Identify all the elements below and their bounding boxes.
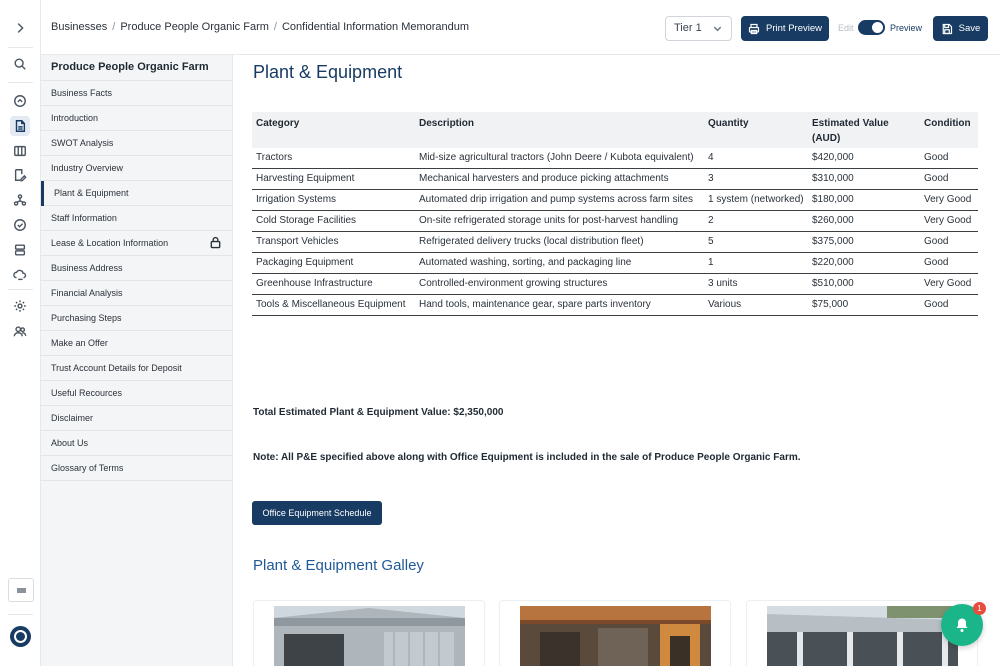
breadcrumb-separator: / <box>273 21 277 33</box>
table-cell: Controlled-environment growing structures <box>415 274 704 295</box>
cloud-sync-icon[interactable] <box>11 266 29 284</box>
column-header: Condition <box>920 112 978 148</box>
sidebar-item-useful-recources[interactable] <box>41 381 232 406</box>
home-icon[interactable] <box>11 92 29 110</box>
notification-badge: 1 <box>973 602 986 615</box>
sidebar-item-label: Disclaimer <box>51 413 94 423</box>
sidebar-item-disclaimer[interactable] <box>41 406 232 431</box>
column-header: Description <box>415 112 704 148</box>
table-body <box>252 148 978 316</box>
board-icon[interactable] <box>11 142 29 160</box>
table-cell: On-site refrigerated storage units for post-harvest handling <box>415 211 704 232</box>
print-preview-label: Print Preview <box>766 23 822 34</box>
table-row <box>252 169 978 190</box>
breadcrumb-businesses[interactable]: Businesses <box>51 21 108 33</box>
table-cell: $420,000 <box>808 148 920 169</box>
sidebar-item-label: Industry Overview <box>51 163 124 173</box>
printer-icon <box>748 23 760 35</box>
table-cell: Tools & Miscellaneous Equipment <box>252 295 415 316</box>
rail-divider <box>8 47 33 48</box>
table-row <box>252 211 978 232</box>
sidebar-item-label: Business Facts <box>51 88 113 98</box>
gallery-photo-workshop <box>520 606 711 666</box>
table-cell: Transport Vehicles <box>252 232 415 253</box>
save-button[interactable] <box>933 16 988 41</box>
avatar[interactable] <box>10 626 31 647</box>
table-cell: Hand tools, maintenance gear, spare parts inventory <box>415 295 704 316</box>
breadcrumb-separator: / <box>112 21 116 33</box>
table-cell: Cold Storage Facilities <box>252 211 415 232</box>
edit-mode-label: Edit <box>838 23 854 33</box>
section-list <box>41 81 232 481</box>
table-cell: $260,000 <box>808 211 920 232</box>
sidebar-item-financial-analysis[interactable] <box>41 281 232 306</box>
panel-icon <box>17 588 26 593</box>
table-cell: Harvesting Equipment <box>252 169 415 190</box>
table-cell: 4 <box>704 148 808 169</box>
sidebar-item-purchasing-steps[interactable] <box>41 306 232 331</box>
office-equipment-schedule-button[interactable]: Office Equipment Schedule <box>252 501 382 525</box>
gallery-title: Plant & Equipment Galley <box>253 557 424 574</box>
sidebar-item-label: Lease & Location Information <box>51 238 169 248</box>
table-cell: $375,000 <box>808 232 920 253</box>
sidebar-item-business-address[interactable] <box>41 256 232 281</box>
table-cell: Automated drip irrigation and pump systems across farm sites <box>415 190 704 211</box>
sidebar-item-about-us[interactable] <box>41 431 232 456</box>
table-cell: Mechanical harvesters and produce picking attachments <box>415 169 704 190</box>
tier-select[interactable] <box>665 16 732 41</box>
preview-mode-label: Preview <box>890 23 923 33</box>
breadcrumb-current: Confidential Information Memorandum <box>281 21 470 33</box>
table-header-row <box>252 112 978 148</box>
table-cell: 3 <box>704 169 808 190</box>
total-value: Total Estimated Plant & Equipment Value: $2,350,000 <box>253 407 504 418</box>
table-cell: Automated washing, sorting, and packaging line <box>415 253 704 274</box>
expand-chevron-icon[interactable] <box>11 19 29 37</box>
table-cell: $75,000 <box>808 295 920 316</box>
table-cell: 1 system (networked) <box>704 190 808 211</box>
table-cell: 5 <box>704 232 808 253</box>
chevron-down-icon <box>712 23 723 34</box>
table-cell: 2 <box>704 211 808 232</box>
table-row <box>252 274 978 295</box>
table-row <box>252 295 978 316</box>
rail-divider <box>8 289 33 290</box>
users-icon[interactable] <box>11 322 29 340</box>
section-sidebar <box>41 55 233 666</box>
save-label: Save <box>958 23 981 34</box>
database-icon[interactable] <box>11 241 29 259</box>
sidebar-item-label: Trust Account Details for Deposit <box>51 363 182 373</box>
edit-doc-icon[interactable] <box>11 166 29 184</box>
breadcrumb <box>51 21 469 33</box>
sidebar-item-label: Introduction <box>51 113 99 123</box>
sidebar-item-label: SWOT Analysis <box>51 138 114 148</box>
network-icon[interactable] <box>11 191 29 209</box>
table-cell: Very Good <box>920 211 978 232</box>
main-content <box>233 55 1000 666</box>
table-cell: Very Good <box>920 274 978 295</box>
column-header: Category <box>252 112 415 148</box>
column-header: Quantity <box>704 112 808 148</box>
table-cell: 1 <box>704 253 808 274</box>
table-cell: Good <box>920 232 978 253</box>
table-cell: $220,000 <box>808 253 920 274</box>
table-cell: 3 units <box>704 274 808 295</box>
gallery-card[interactable] <box>253 600 485 666</box>
table-row <box>252 232 978 253</box>
sidebar-item-label: Staff Information <box>51 213 117 223</box>
sidebar-item-trust-account-details-for-deposit[interactable] <box>41 356 232 381</box>
sidebar-item-business-facts[interactable] <box>41 81 232 106</box>
sidebar-item-label: Business Address <box>51 263 123 273</box>
settings-icon[interactable] <box>11 297 29 315</box>
gallery-card[interactable] <box>499 600 731 666</box>
table-cell: Refrigerated delivery trucks (local distribution fleet) <box>415 232 704 253</box>
table-cell: Greenhouse Infrastructure <box>252 274 415 295</box>
rail-divider <box>8 614 33 615</box>
inclusion-note: Note: All P&E specified above along with Office Equipment is included in the sale of Produce People Organic Farm. <box>253 452 801 463</box>
sidebar-item-introduction[interactable] <box>41 106 232 131</box>
top-bar <box>41 0 1000 55</box>
table-cell: Various <box>704 295 808 316</box>
collapse-panel-button[interactable] <box>8 578 34 602</box>
sidebar-item-label: Make an Offer <box>51 338 108 348</box>
notifications-button[interactable] <box>941 604 983 646</box>
sidebar-item-staff-information[interactable] <box>41 206 232 231</box>
table-cell: $310,000 <box>808 169 920 190</box>
table-cell: Good <box>920 169 978 190</box>
table-cell: Mid-size agricultural tractors (John Deere / Kubota equivalent) <box>415 148 704 169</box>
table-cell: $510,000 <box>808 274 920 295</box>
sidebar-item-glossary-of-terms[interactable] <box>41 456 232 481</box>
sidebar-item-label: Plant & Equipment <box>54 188 129 198</box>
gallery-photo-barn <box>767 606 958 666</box>
table-cell: Good <box>920 253 978 274</box>
sidebar-item-label: Financial Analysis <box>51 288 123 298</box>
rail-divider <box>8 82 33 83</box>
sidebar-item-lease-location-information[interactable] <box>41 231 232 256</box>
sidebar-title: Produce People Organic Farm <box>41 57 232 81</box>
tier-select-value: Tier 1 <box>674 22 702 34</box>
documents-icon[interactable] <box>10 116 30 136</box>
bell-icon <box>954 617 970 633</box>
table-cell: Good <box>920 148 978 169</box>
column-header: Estimated Value (AUD) <box>808 112 920 148</box>
gallery-photo-shed <box>274 606 465 666</box>
table-row <box>252 190 978 211</box>
check-circle-icon[interactable] <box>11 216 29 234</box>
sidebar-item-plant-equipment[interactable] <box>41 181 232 206</box>
sidebar-item-label: Useful Recources <box>51 388 123 398</box>
page-title: Plant & Equipment <box>253 62 403 82</box>
table-cell: $180,000 <box>808 190 920 211</box>
search-icon[interactable] <box>11 55 29 73</box>
breadcrumb-business[interactable]: Produce People Organic Farm <box>120 21 269 33</box>
table-cell: Good <box>920 295 978 316</box>
sidebar-item-swot-analysis[interactable] <box>41 131 232 156</box>
sidebar-item-make-an-offer[interactable] <box>41 331 232 356</box>
print-preview-button[interactable] <box>741 16 829 41</box>
save-icon <box>941 23 953 35</box>
icon-rail <box>0 0 41 666</box>
sidebar-item-label: About Us <box>51 438 89 448</box>
table-cell: Tractors <box>252 148 415 169</box>
table-cell: Very Good <box>920 190 978 211</box>
lock-icon <box>209 236 222 249</box>
table-row <box>252 148 978 169</box>
sidebar-item-label: Glossary of Terms <box>51 463 124 473</box>
table-cell: Irrigation Systems <box>252 190 415 211</box>
table-row <box>252 253 978 274</box>
table-cell: Packaging Equipment <box>252 253 415 274</box>
edit-preview-toggle[interactable] <box>858 20 885 35</box>
plant-equipment-table <box>252 112 978 316</box>
sidebar-item-industry-overview[interactable] <box>41 156 232 181</box>
sidebar-item-label: Purchasing Steps <box>51 313 122 323</box>
